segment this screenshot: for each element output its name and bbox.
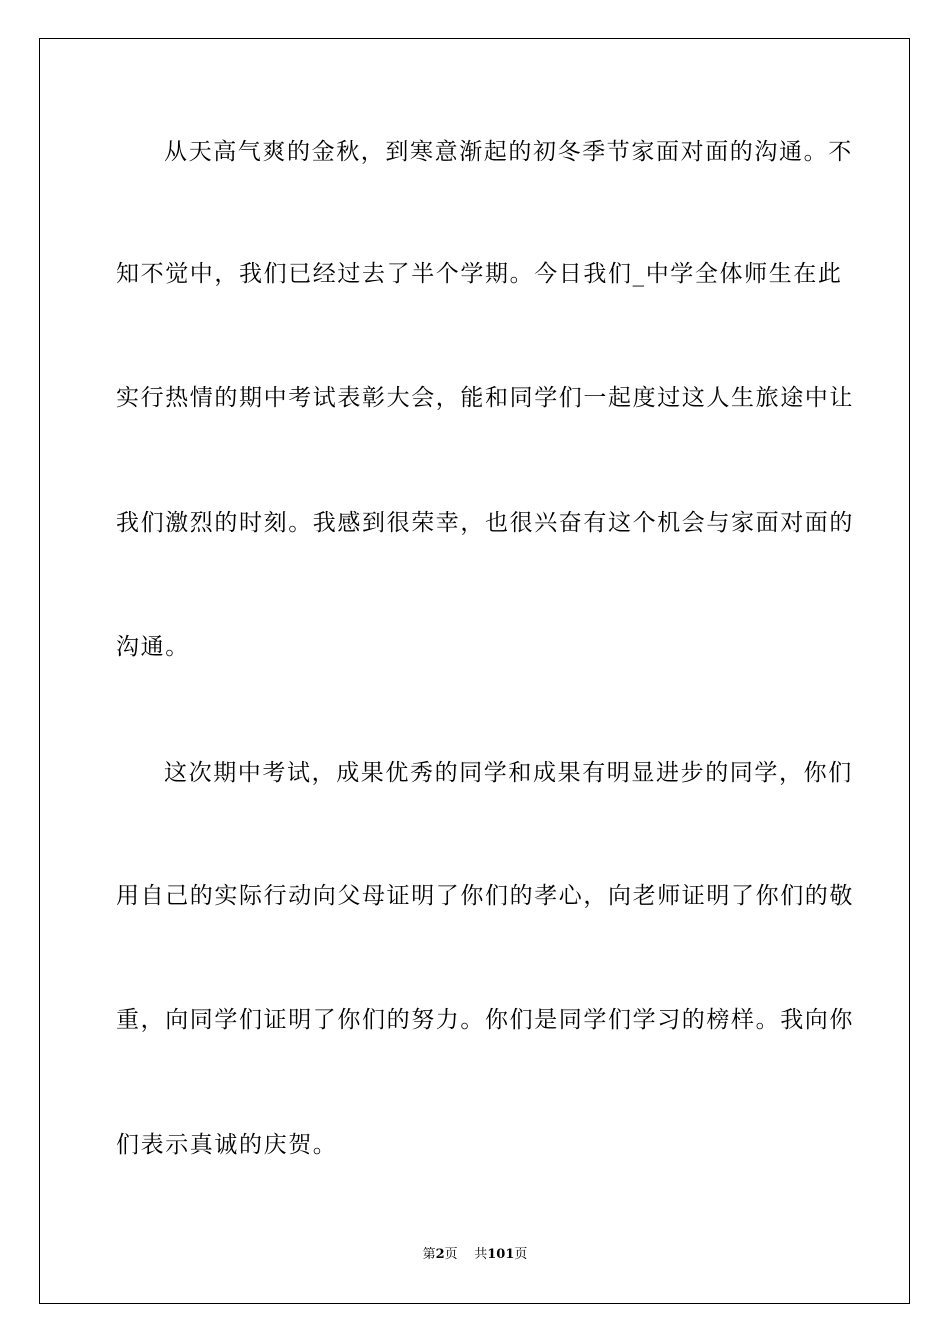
paragraph-2-line-4: 们表示真诚的庆贺。 xyxy=(116,1132,338,1158)
total-pages: 101 xyxy=(487,1247,515,1262)
page-prefix: 第 xyxy=(422,1247,436,1262)
paragraph-1-line-3: 实行热情的期中考试表彰大会，能和同学们一起度过这人生旅途中让 xyxy=(116,385,854,411)
paragraph-1-line-2: 知不觉中，我们已经过去了半个学期。今日我们_中学全体师生在此 xyxy=(116,261,843,287)
total-suffix: 页 xyxy=(514,1247,528,1262)
paragraph-2-line-2: 用自己的实际行动向父母证明了你们的孝心，向老师证明了你们的敬 xyxy=(116,883,854,909)
paragraph-1-line-1: 从天高气爽的金秋，到寒意渐起的初冬季节家面对面的沟通。不 xyxy=(164,139,853,165)
paragraph-1-line-4: 我们激烈的时刻。我感到很荣幸，也很兴奋有这个机会与家面对面的 xyxy=(116,510,854,536)
total-prefix: 共 xyxy=(474,1247,488,1262)
paragraph-2-line-3: 重，向同学们证明了你们的努力。你们是同学们学习的榜样。我向你 xyxy=(116,1007,854,1033)
page-suffix: 页 xyxy=(444,1247,458,1262)
page-footer xyxy=(0,1246,950,1264)
paragraph-2-line-1: 这次期中考试，成果优秀的同学和成果有明显进步的同学，你们 xyxy=(164,760,853,786)
paragraph-1-line-5: 沟通。 xyxy=(116,634,190,660)
page-border xyxy=(39,38,910,1304)
page-number: 2 xyxy=(435,1247,445,1262)
